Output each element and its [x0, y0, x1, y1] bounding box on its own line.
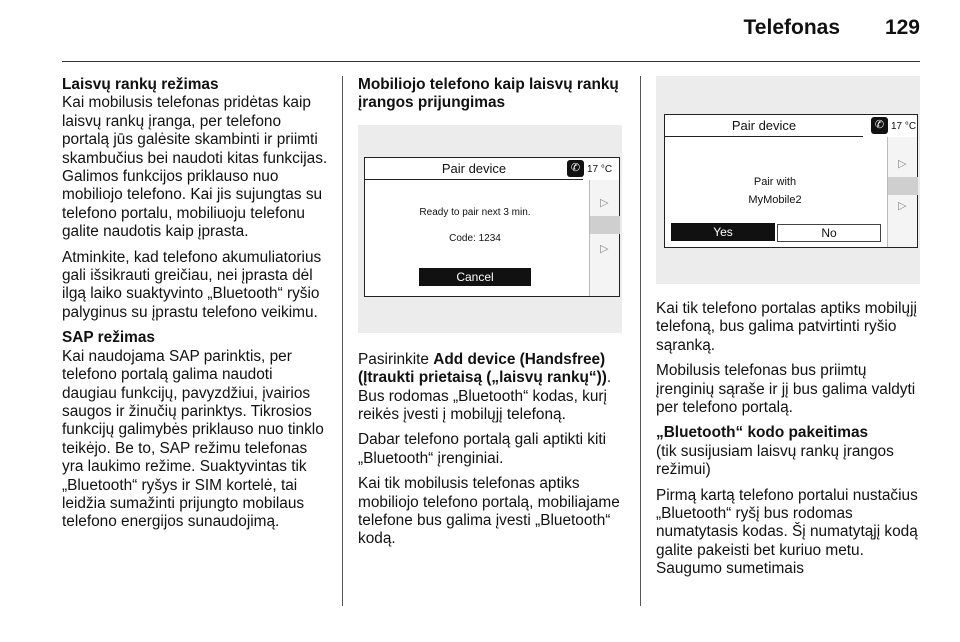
page-number: 129 — [884, 16, 920, 39]
paragraph: Atminkite, kad telefono akumuliatorius gali išsikrauti greičiau, nei įprasta dėl ilgą laiko suaktyvinto „Bluetooth“ ryšio palyginus su įprastu telefono veikimu. — [62, 248, 322, 321]
device-name: MyMobile2 — [748, 194, 802, 206]
page-title: Telefonas — [743, 16, 840, 39]
section-heading-bluetooth-code: „Bluetooth“ kodo pakeitimas — [656, 424, 869, 442]
side-menu — [589, 180, 619, 296]
section-heading-handsfree: Laisvų rankų režimas — [62, 76, 219, 93]
pair-message: Ready to pair next 3 min. — [419, 206, 531, 218]
pair-with-screen-illustration — [656, 76, 920, 284]
pair-with-label: Pair with — [753, 176, 797, 188]
paragraph: Pasirinkite Add device (Handsfree) (Įtraukti prietaisą („laisvų rankų“)). Bus rodomas „Bluetooth“ kodas, kurį reikės įvesti į mobilųjį telefoną. — [358, 350, 612, 424]
pair-device-screen-illustration — [358, 125, 622, 333]
paragraph: Pirmą kartą telefono portalui nustačius „Bluetooth“ ryšį bus rodomas numatytasis kodas. Šį numatytąjį kodą galite pakeisti bet kuriuo metu. Saugumo sumetimais — [656, 486, 918, 578]
section-heading-connect: Mobiliojo telefono kaip laisvų rankų įrangos prijungimas — [358, 76, 619, 112]
chevron-right-icon: ▷ — [600, 242, 609, 255]
phone-icon: ✆ — [567, 160, 584, 177]
column-left — [62, 76, 330, 539]
temperature-readout: 17 °C — [587, 163, 613, 175]
paragraph: Kai tik mobilusis telefonas aptiks mobiliojo telefono portalą, mobiliajame telefone bus galima įvesti „Bluetooth“ kodą. — [358, 475, 620, 548]
phone-icon: ✆ — [871, 117, 888, 134]
screen-title: Pair device — [365, 158, 583, 180]
paragraph: Dabar telefono portalą gali aptikti kiti „Bluetooth“ įrenginiai. — [358, 431, 607, 467]
display-screen — [364, 157, 620, 297]
chevron-right-icon: ▷ — [898, 200, 907, 212]
pair-code: Code: 1234 — [449, 232, 501, 244]
temperature-readout: 17 °C — [891, 121, 917, 132]
paragraph: Kai mobilusis telefonas pridėtas kaip laisvų rankų įranga, per telefono portalą jūs galėsite skambinti ir priimti skambučius bei naudoti kitas funkcijas. Galimos funkcijos priklauso nuo mobiliojo telefono. Kai jis sujungtas su telefono portalu, mobiliuoju telefonu galite naudotis kaip įprasta. — [62, 94, 328, 241]
no-button[interactable]: No — [777, 224, 881, 242]
paragraph: (tik susijusiam laisvų rankų įrangos režimui) — [656, 442, 894, 479]
paragraph: Mobilusis telefonas bus priimtų įrenginių sąraše ir jį bus galima valdyti per telefono portalą. — [656, 362, 916, 417]
column-right — [656, 76, 922, 586]
selection-bar — [888, 177, 918, 195]
display-screen — [664, 114, 918, 248]
menu-option-add-device: Add device (Handsfree) (Įtraukti prietaisą („laisvų rankų“)) — [358, 350, 607, 387]
section-heading-sap: SAP režimas — [62, 329, 155, 347]
selection-bar — [590, 216, 620, 234]
chevron-right-icon: ▷ — [898, 158, 907, 170]
cancel-button[interactable]: Cancel — [419, 268, 531, 286]
page-header — [62, 0, 920, 62]
column-divider — [342, 76, 343, 606]
column-middle — [358, 76, 622, 556]
paragraph: Kai tik telefono portalas aptiks mobilųjį telefoną, bus galima patvirtinti ryšio sąranką. — [656, 300, 917, 354]
side-menu — [887, 137, 917, 247]
paragraph: Kai naudojama SAP parinktis, per telefono portalą galima naudoti daugiau funkcijų, pavyzdžiui, įvairios saugos ir žinučių parinktys. Tikrosios funkcijų galimybės priklauso nuo tinklo teikėjo. Be to, SAP režimu telefonas yra laukimo režime. Suaktyvintas tik „Bluetooth“ ryšys ir SIM kortelė, tai leidžia sumažinti prijungto mobilaus telefono energijos sunaudojimą. — [62, 347, 324, 531]
column-divider — [640, 76, 641, 606]
yes-button[interactable]: Yes — [671, 223, 775, 241]
chevron-right-icon: ▷ — [600, 196, 609, 209]
screen-title: Pair device — [665, 115, 863, 137]
